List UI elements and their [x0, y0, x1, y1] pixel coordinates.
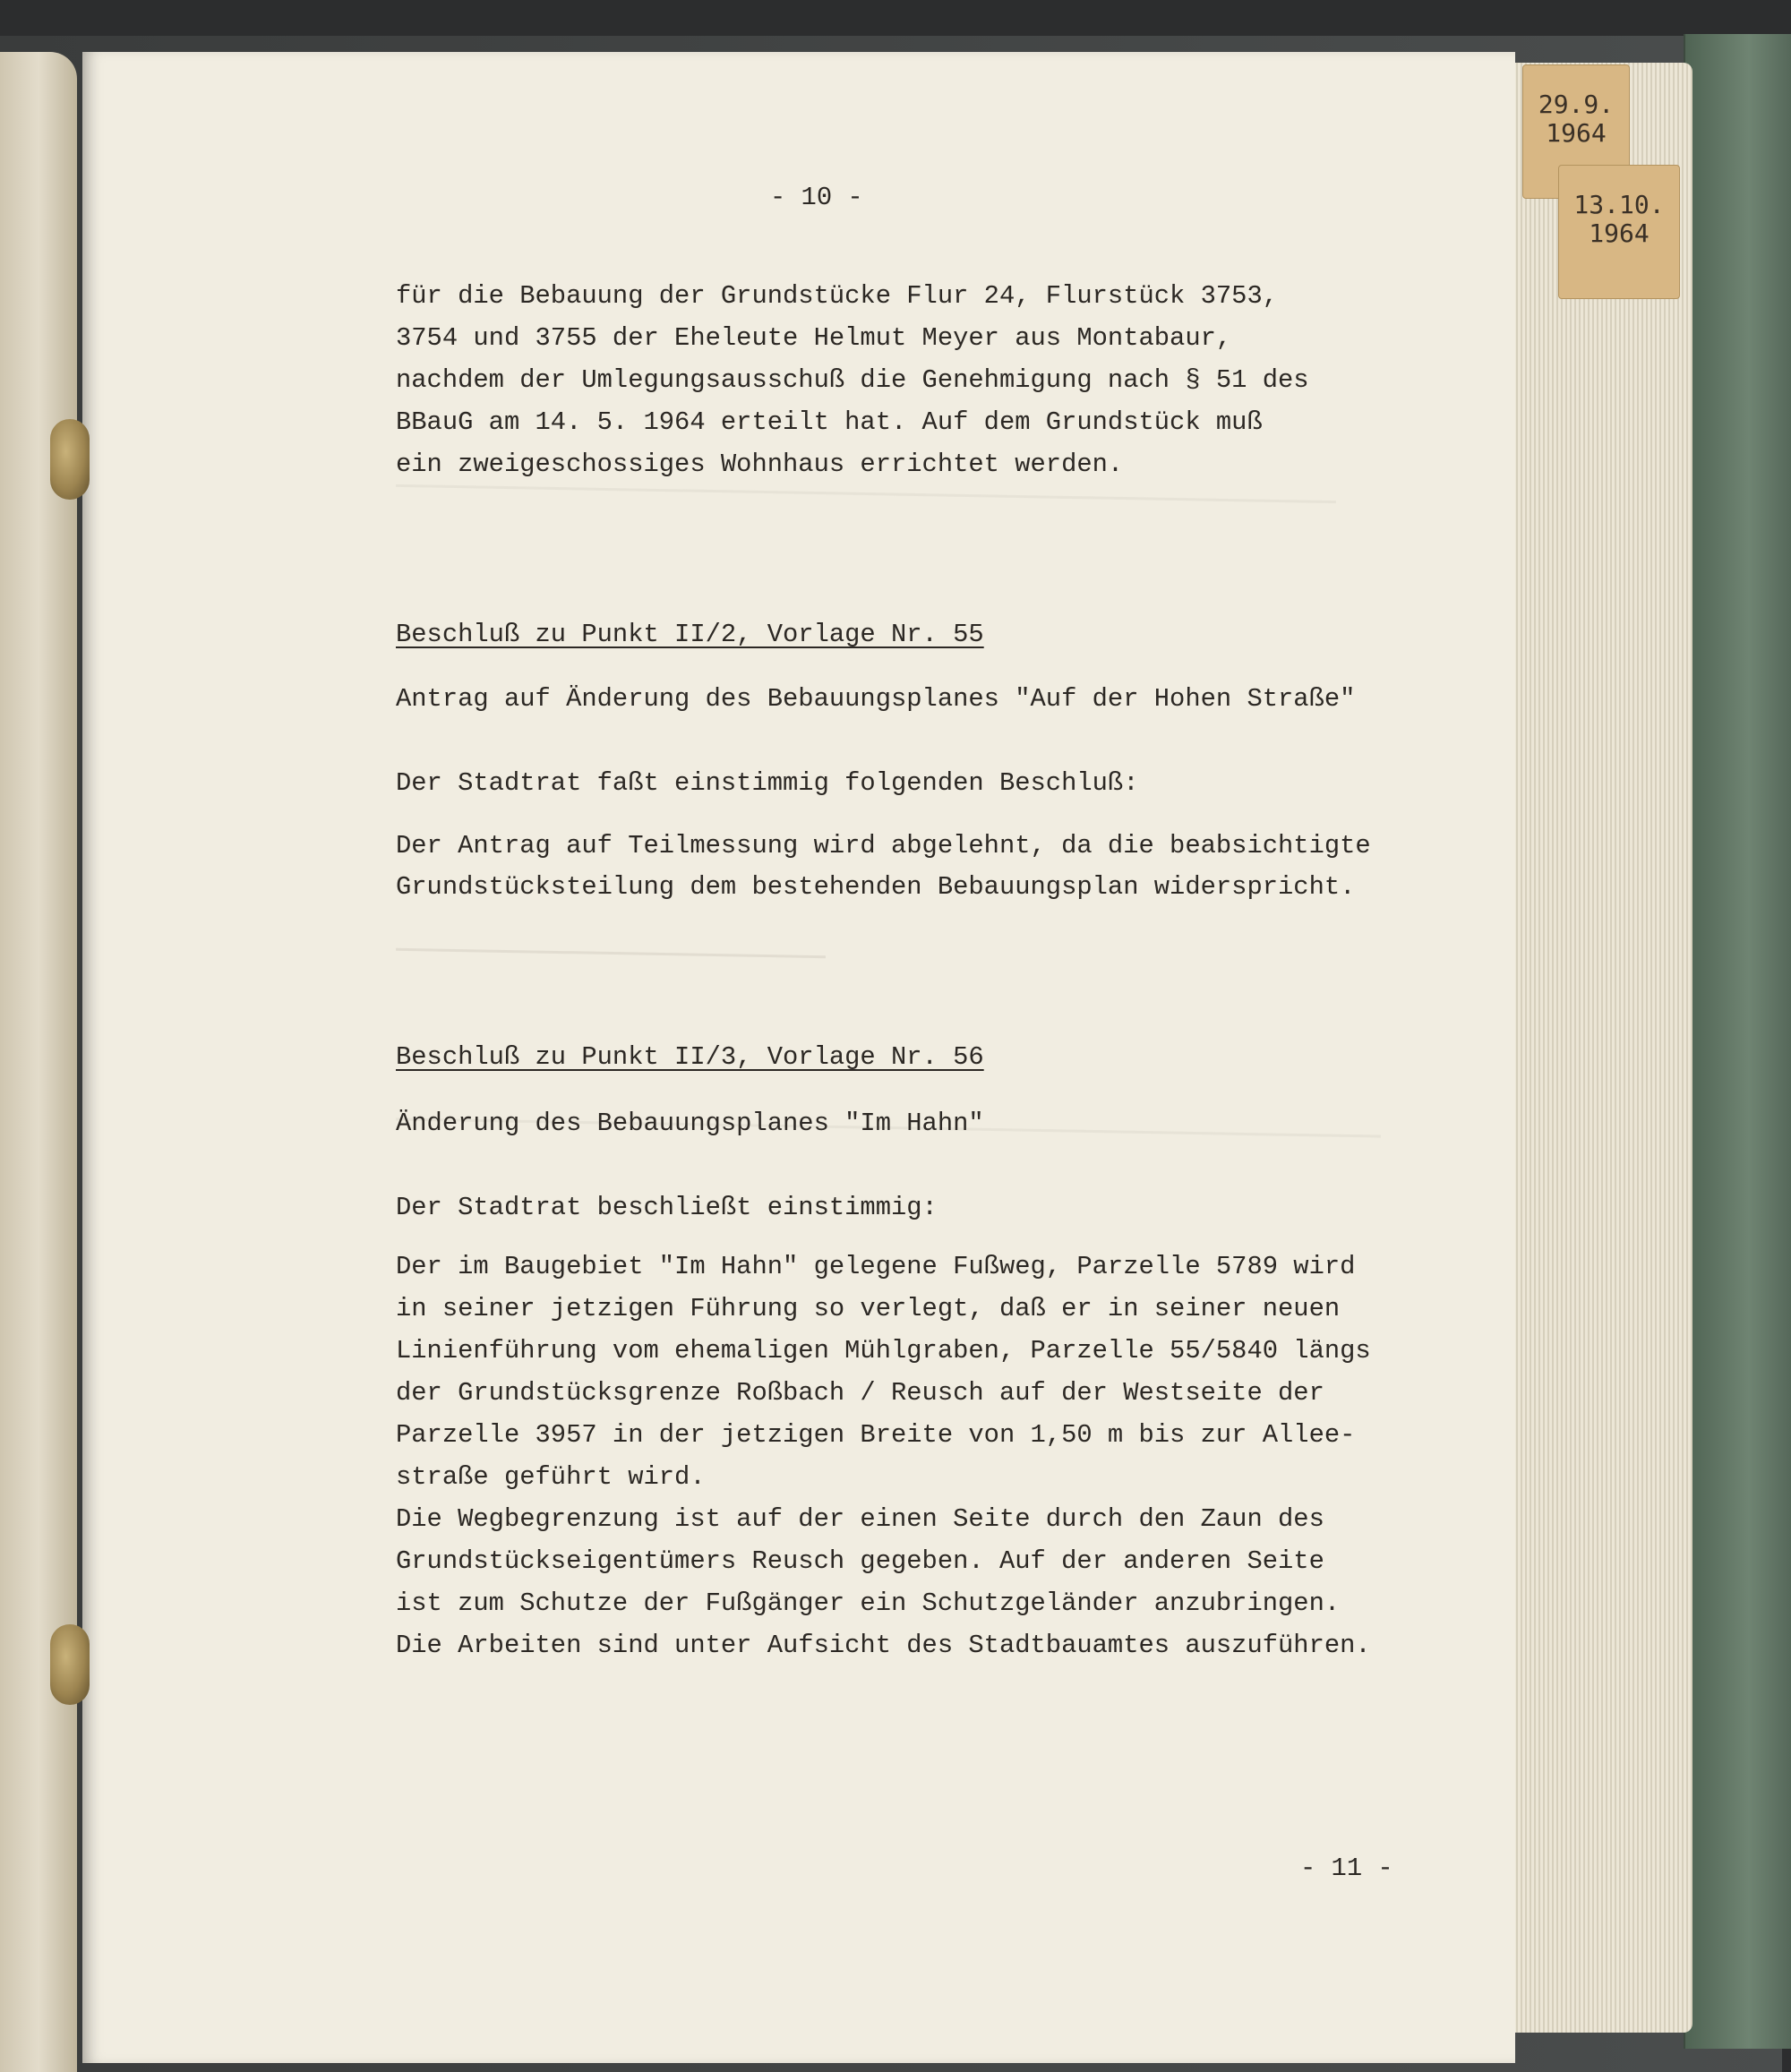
- text-line: Die Arbeiten sind unter Aufsicht des Stadtbauamtes auszuführen.: [396, 1631, 1371, 1660]
- text-line: 3754 und 3755 der Eheleute Helmut Meyer aus Montabaur,: [396, 323, 1232, 353]
- text-line: Der Antrag auf Teilmessung wird abgelehnt, da die beabsichtigte: [396, 831, 1371, 860]
- text-line: Parzelle 3957 in der jetzigen Breite von 1,50 m bis zur Allee-: [396, 1420, 1356, 1450]
- text-line: nachdem der Umlegungsausschuß die Genehmigung nach § 51 des: [396, 365, 1309, 395]
- page-number-top: - 10 -: [770, 183, 863, 212]
- document-page: [82, 52, 1515, 2063]
- text-line: ist zum Schutze der Fußgänger ein Schutzgeländer anzubringen.: [396, 1588, 1341, 1618]
- text-line: Grundstücksteilung dem bestehenden Bebauungsplan widerspricht.: [396, 872, 1356, 902]
- text-line: Der im Baugebiet "Im Hahn" gelegene Fußweg, Parzelle 5789 wird: [396, 1252, 1356, 1281]
- text-line: ein zweigeschossiges Wohnhaus errichtet werden.: [396, 450, 1124, 479]
- decision-intro: Der Stadtrat beschließt einstimmig:: [396, 1193, 938, 1222]
- text-line: Linienführung vom ehemaligen Mühlgraben, Parzelle 55/5840 längs: [396, 1336, 1371, 1366]
- text-line: in seiner jetzigen Führung so verlegt, daß er in seiner neuen: [396, 1294, 1341, 1323]
- binder-cover-right: [1684, 34, 1791, 2049]
- tab-label-line: 13.10.: [1573, 190, 1665, 219]
- previous-page-edge: [0, 52, 77, 2072]
- text-line: Die Wegbegrenzung ist auf der einen Seite durch den Zaun des: [396, 1504, 1324, 1534]
- text-line: BBauG am 14. 5. 1964 erteilt hat. Auf dem Grundstück muß: [396, 407, 1263, 437]
- section-subject: Änderung des Bebauungsplanes "Im Hahn": [396, 1109, 984, 1138]
- tab-label-line: 1964: [1589, 218, 1650, 248]
- text-line: für die Bebauung der Grundstücke Flur 24, Flurstück 3753,: [396, 281, 1279, 311]
- bleed-through-mark: [396, 484, 1336, 503]
- page-stack-edge: [1513, 63, 1692, 2033]
- tab-label-line: 1964: [1546, 118, 1607, 148]
- binder-ring-top: [50, 419, 90, 500]
- text-line: Grundstückseigentümers Reusch gegeben. Auf der anderen Seite: [396, 1546, 1324, 1576]
- tab-label-line: 29.9.: [1538, 90, 1615, 119]
- section-heading: Beschluß zu Punkt II/3, Vorlage Nr. 56: [396, 1042, 984, 1072]
- binder-ring-bottom: [50, 1624, 90, 1705]
- text-line: der Grundstücksgrenze Roßbach / Reusch auf der Westseite der: [396, 1378, 1324, 1408]
- bleed-through-mark: [396, 948, 826, 958]
- section-subject: Antrag auf Änderung des Bebauungsplanes "Auf der Hohen Straße": [396, 684, 1356, 714]
- section-heading: Beschluß zu Punkt II/2, Vorlage Nr. 55: [396, 620, 984, 649]
- date-tab[interactable]: [1558, 165, 1680, 299]
- text-line: straße geführt wird.: [396, 1462, 706, 1492]
- page-number-bottom: - 11 -: [1300, 1854, 1393, 1883]
- decision-intro: Der Stadtrat faßt einstimmig folgenden Beschluß:: [396, 768, 1139, 798]
